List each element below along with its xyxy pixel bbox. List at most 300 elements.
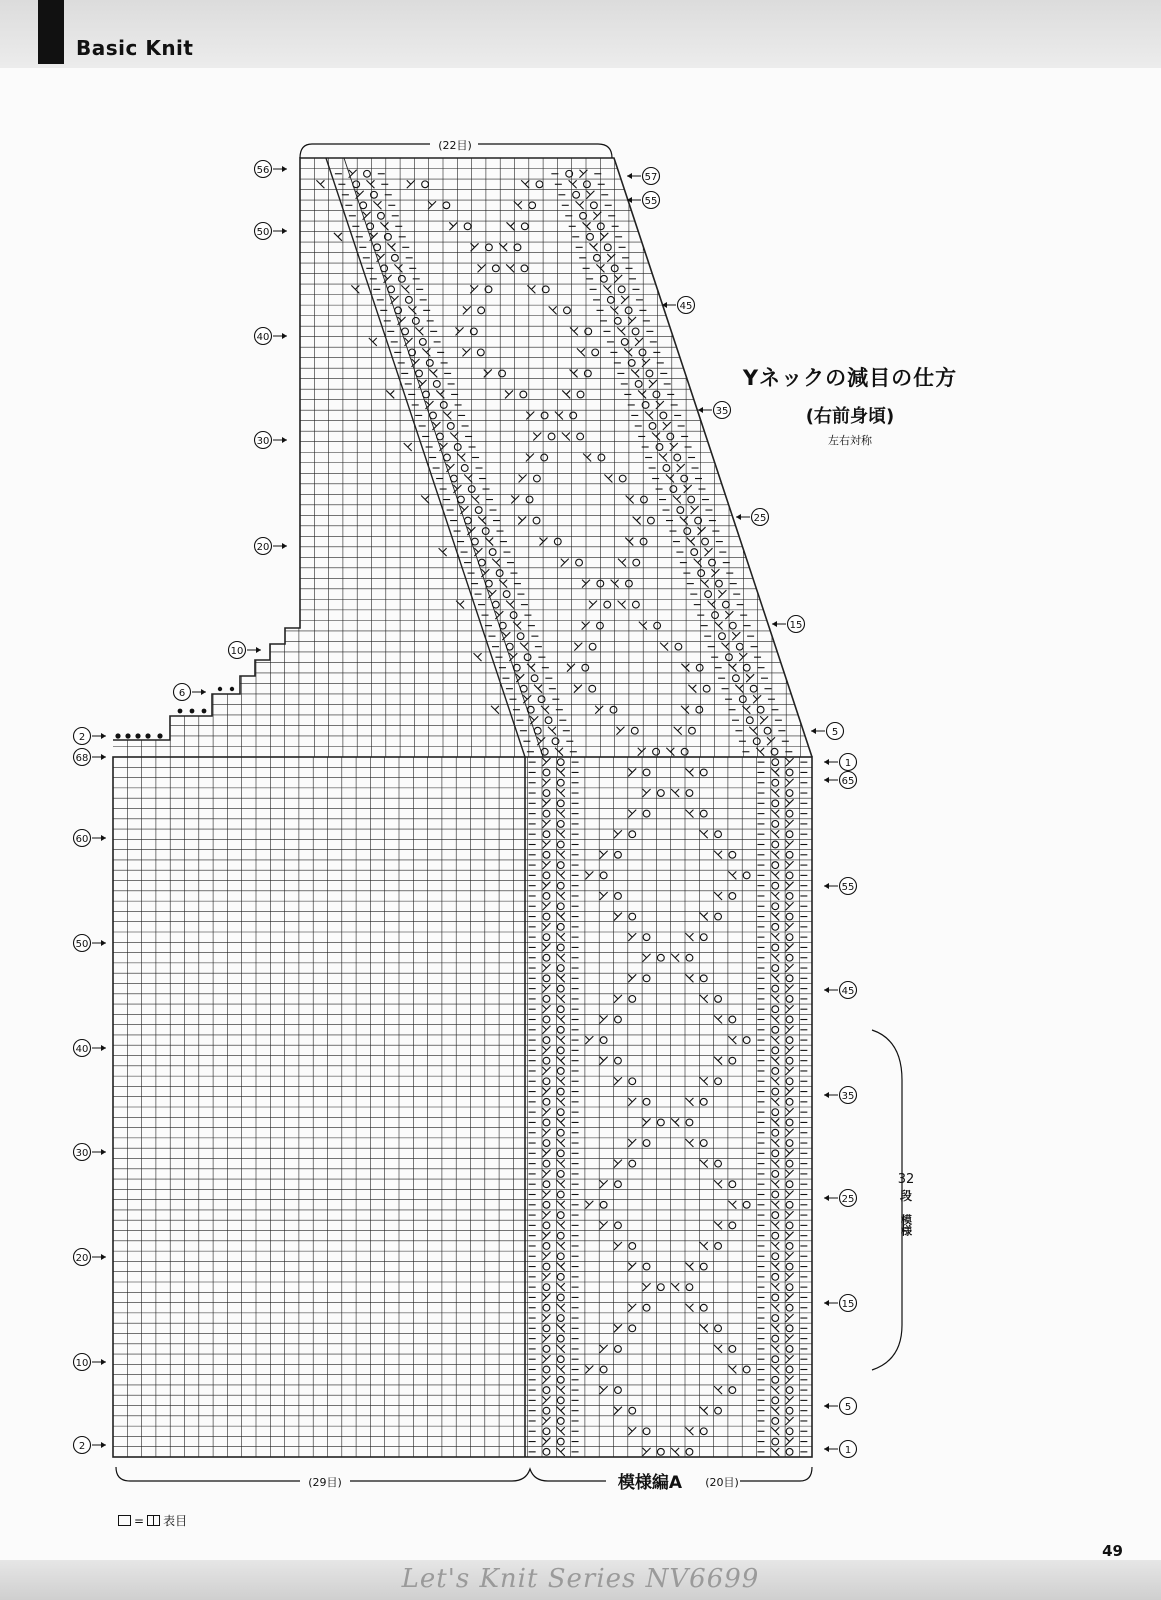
yarn-over-symbol [772, 882, 779, 889]
yarn-over-symbol [700, 1140, 707, 1147]
decrease-symbol [533, 432, 541, 440]
decrease-symbol [569, 180, 577, 188]
decrease-symbol [456, 327, 464, 335]
decrease-symbol [589, 243, 597, 251]
decrease-symbol [363, 212, 371, 220]
decrease-symbol [786, 1211, 794, 1219]
knit-symbol-icon [147, 1515, 160, 1526]
yarn-over-symbol [477, 349, 484, 356]
yarn-over-symbol [772, 862, 779, 869]
decrease-symbol [628, 1304, 636, 1312]
decrease-symbol [439, 443, 447, 451]
decrease-symbol [771, 1139, 779, 1147]
yarn-over-symbol [557, 1006, 564, 1013]
decrease-symbol [557, 892, 565, 900]
decrease-symbol [786, 1108, 794, 1116]
yarn-over-symbol [729, 1057, 736, 1064]
decrease-symbol [439, 548, 447, 556]
row-number-label: 5 [844, 1401, 852, 1413]
decrease-symbol [542, 1293, 550, 1301]
arrow-head [824, 1300, 829, 1306]
yarn-over-symbol [643, 1140, 650, 1147]
decrease-symbol [542, 964, 550, 972]
decrease-symbol [685, 1139, 693, 1147]
yarn-over-symbol [478, 307, 485, 314]
decrease-symbol [786, 1335, 794, 1343]
decrease-symbol [488, 590, 496, 598]
yarn-over-symbol [772, 1294, 779, 1301]
decrease-symbol [643, 954, 651, 962]
decrease-symbol [421, 496, 429, 504]
decrease-symbol [600, 892, 608, 900]
decrease-symbol [607, 254, 615, 262]
row-number-label: 1 [844, 757, 852, 769]
decrease-symbol [589, 601, 597, 609]
decrease-symbol [721, 643, 729, 651]
decrease-symbol [786, 1129, 794, 1137]
yarn-over-symbol [772, 1129, 779, 1136]
decrease-symbol [700, 830, 708, 838]
decrease-symbol [649, 380, 657, 388]
decrease-symbol [643, 789, 651, 797]
decrease-symbol [432, 422, 440, 430]
decrease-symbol [380, 222, 388, 230]
yarn-over-symbol [786, 893, 793, 900]
row-number-label: 45 [841, 985, 855, 997]
yarn-over-symbol [743, 1037, 750, 1044]
row-number-label: 5 [831, 726, 839, 738]
yarn-over-symbol [702, 538, 709, 545]
yarn-over-symbol [653, 391, 660, 398]
decrease-symbol [585, 1201, 593, 1209]
yarn-over-symbol [543, 1016, 550, 1023]
yarn-over-symbol [729, 893, 736, 900]
decrease-symbol [786, 923, 794, 931]
decrease-symbol [786, 882, 794, 890]
decrease-symbol [509, 653, 517, 661]
yarn-over-symbol [543, 934, 550, 941]
decrease-symbol [771, 851, 779, 859]
yarn-over-symbol [564, 307, 571, 314]
decrease-symbol [412, 359, 420, 367]
decrease-symbol [771, 1304, 779, 1312]
body-row-label-left [74, 749, 107, 766]
yarn-over-symbol [557, 1294, 564, 1301]
decrease-symbol [673, 496, 681, 504]
row-number-label: 65 [841, 775, 855, 787]
arrow-head [282, 437, 287, 443]
decrease-symbol [714, 1057, 722, 1065]
decrease-symbol [614, 995, 622, 1003]
decrease-symbol [708, 601, 716, 609]
body-row-label-right [824, 982, 857, 999]
body-row-label-right [824, 1295, 857, 1312]
decrease-symbol [557, 789, 565, 797]
decrease-symbol [700, 913, 708, 921]
yarn-over-symbol [557, 903, 564, 910]
decrease-symbol [422, 348, 430, 356]
yarn-over-symbol [786, 1387, 793, 1394]
yoke-row-label-right [772, 616, 805, 633]
row-number-label: 45 [679, 300, 693, 312]
yarn-over-symbol [514, 244, 521, 251]
yarn-over-symbol [786, 1098, 793, 1105]
decrease-symbol [638, 748, 646, 756]
yarn-over-symbol [615, 1387, 622, 1394]
arrow-head [201, 689, 206, 695]
yarn-over-symbol [709, 559, 716, 566]
arrow-head [256, 647, 261, 653]
decrease-symbol [557, 1077, 565, 1085]
yarn-over-symbol [649, 423, 656, 430]
yarn-over-symbol [529, 202, 536, 209]
decrease-symbol [700, 1242, 708, 1250]
decrease-symbol [557, 954, 565, 962]
yarn-over-symbol [557, 841, 564, 848]
yarn-over-symbol [772, 1315, 779, 1322]
decrease-symbol [718, 590, 726, 598]
decrease-symbol [603, 285, 611, 293]
yarn-over-symbol [631, 727, 638, 734]
decrease-symbol [671, 1118, 679, 1126]
yarn-over-symbol [395, 307, 402, 314]
decrease-symbol [404, 443, 412, 451]
yarn-over-symbol [657, 1448, 664, 1455]
yarn-over-symbol [587, 233, 594, 240]
yarn-over-symbol [643, 1428, 650, 1435]
decrease-symbol [542, 779, 550, 787]
arrow-head [736, 514, 741, 520]
yarn-over-symbol [643, 810, 650, 817]
arrow-head [101, 940, 106, 946]
decrease-symbol [600, 1345, 608, 1353]
yarn-over-symbol [772, 1109, 779, 1116]
yoke-row-label-left [229, 642, 262, 659]
decrease-symbol [478, 264, 486, 272]
decrease-symbol [786, 841, 794, 849]
yarn-over-symbol [786, 1346, 793, 1353]
decrease-symbol [557, 1448, 565, 1456]
decrease-symbol [771, 974, 779, 982]
yarn-over-symbol [594, 254, 601, 261]
repeat-unit: 段 [899, 1189, 913, 1203]
yarn-over-symbol [548, 433, 555, 440]
yoke-outline [113, 158, 812, 757]
yarn-over-symbol [543, 1346, 550, 1353]
decrease-symbol [753, 695, 761, 703]
decrease-symbol [542, 1046, 550, 1054]
decrease-symbol [771, 954, 779, 962]
arrow-head [282, 166, 287, 172]
yarn-over-symbol [607, 296, 614, 303]
yarn-over-symbol [743, 1201, 750, 1208]
decrease-symbol [700, 1077, 708, 1085]
decrease-symbol [786, 758, 794, 766]
decrease-symbol [786, 1005, 794, 1013]
yarn-over-symbol [600, 872, 607, 879]
yarn-over-symbol [557, 1253, 564, 1260]
yarn-over-symbol [772, 1376, 779, 1383]
yarn-over-symbol [520, 391, 527, 398]
yarn-over-symbol [657, 1284, 664, 1291]
yarn-over-symbol [729, 1222, 736, 1229]
yarn-over-symbol [454, 444, 461, 451]
yarn-over-symbol [557, 882, 564, 889]
yarn-over-symbol [772, 1273, 779, 1280]
yarn-over-symbol [716, 580, 723, 587]
yarn-over-symbol [489, 549, 496, 556]
diagram-title-block [700, 362, 1000, 448]
yarn-over-symbol [492, 265, 499, 272]
decrease-symbol [577, 348, 585, 356]
yarn-over-symbol [600, 275, 607, 282]
yarn-over-symbol [398, 275, 405, 282]
repeat-bracket [872, 1030, 902, 1370]
decrease-symbol [542, 1191, 550, 1199]
yarn-over-symbol [543, 1222, 550, 1229]
yarn-over-symbol [615, 851, 622, 858]
yarn-over-symbol [464, 223, 471, 230]
yarn-over-symbol [570, 412, 577, 419]
yarn-over-symbol [557, 1438, 564, 1445]
decrease-symbol [786, 1252, 794, 1260]
row-number-label: 40 [256, 331, 270, 343]
yarn-over-symbol [557, 1273, 564, 1280]
decrease-symbol [520, 643, 528, 651]
arrow-head [101, 733, 106, 739]
body-row-label-right [824, 1398, 857, 1415]
yarn-over-symbol [582, 664, 589, 671]
decrease-symbol [786, 820, 794, 828]
decrease-symbol [334, 233, 342, 241]
yarn-over-symbol [557, 1376, 564, 1383]
decrease-symbol [542, 1438, 550, 1446]
decrease-symbol [586, 191, 594, 199]
bind-off-dot [135, 733, 140, 738]
row-number-label: 15 [789, 619, 803, 631]
yarn-over-symbol [543, 1201, 550, 1208]
yarn-over-symbol [416, 370, 423, 377]
decrease-symbol [631, 369, 639, 377]
repeat-count: 32 [897, 1172, 915, 1187]
yarn-over-symbol [543, 1407, 550, 1414]
yarn-over-symbol [772, 1232, 779, 1239]
decrease-symbol [370, 233, 378, 241]
arrow-head [824, 777, 829, 783]
yarn-over-symbol [543, 810, 550, 817]
yarn-over-symbol [364, 170, 371, 177]
yarn-over-symbol [660, 412, 667, 419]
decrease-symbol [507, 222, 515, 230]
yarn-over-symbol [654, 622, 661, 629]
arrow-head [824, 1092, 829, 1098]
decrease-symbol [570, 369, 578, 377]
decrease-symbol [771, 1448, 779, 1456]
yarn-over-symbol [786, 1407, 793, 1414]
decrease-symbol [685, 1263, 693, 1271]
decrease-symbol [506, 264, 514, 272]
body-row-label-right [824, 1190, 857, 1207]
decrease-symbol [542, 1314, 550, 1322]
decrease-symbol [561, 559, 569, 567]
yarn-over-symbol [786, 831, 793, 838]
decrease-symbol [460, 506, 468, 514]
decrease-symbol [786, 964, 794, 972]
yarn-over-symbol [419, 339, 426, 346]
decrease-symbol [526, 411, 534, 419]
decrease-symbol [714, 1180, 722, 1188]
yarn-over-symbol [543, 1366, 550, 1373]
yarn-over-symbol [786, 790, 793, 797]
decrease-symbol [771, 768, 779, 776]
decrease-symbol [771, 892, 779, 900]
decrease-symbol [771, 913, 779, 921]
yarn-over-symbol [600, 1037, 607, 1044]
decrease-symbol [530, 716, 538, 724]
yarn-over-symbol [543, 1119, 550, 1126]
decrease-symbol [542, 1026, 550, 1034]
body-row-label-left [74, 935, 107, 952]
yoke-row-label-left [255, 223, 288, 240]
yoke-row-label-left [255, 432, 288, 449]
arrow-head [101, 1442, 106, 1448]
yarn-over-symbol [786, 975, 793, 982]
bind-off-dot [202, 709, 207, 714]
yarn-over-symbol [786, 996, 793, 1003]
decrease-symbol [786, 1067, 794, 1075]
yarn-over-symbol [590, 202, 597, 209]
yarn-over-symbol [648, 517, 655, 524]
yarn-over-symbol [786, 1428, 793, 1435]
decrease-symbol [600, 1180, 608, 1188]
decrease-symbol [714, 1016, 722, 1024]
decrease-symbol [457, 454, 465, 462]
yarn-over-symbol [360, 202, 367, 209]
yarn-over-symbol [584, 370, 591, 377]
yarn-over-symbol [543, 831, 550, 838]
decrease-symbol [771, 1180, 779, 1188]
page-header-title: Basic Knit [76, 36, 194, 60]
yarn-over-symbol [657, 790, 664, 797]
decrease-symbol [583, 454, 591, 462]
yoke-row-label-right [627, 168, 660, 185]
decrease-symbol [415, 327, 423, 335]
decrease-symbol [542, 1232, 550, 1240]
yarn-over-symbol [786, 1243, 793, 1250]
yarn-over-symbol [461, 465, 468, 472]
decrease-symbol [760, 716, 768, 724]
row-number-label: 30 [256, 435, 270, 447]
bind-off-dot [115, 733, 120, 738]
yarn-over-symbol [786, 1448, 793, 1455]
bind-off-dot [157, 733, 162, 738]
arrow-head [811, 728, 816, 734]
yarn-over-symbol [786, 1222, 793, 1229]
body-row-label-left [74, 1040, 107, 1057]
decrease-symbol [614, 275, 622, 283]
decrease-symbol [786, 1149, 794, 1157]
arrow-head [101, 1359, 106, 1365]
yarn-over-symbol [543, 1263, 550, 1270]
decrease-symbol [728, 1036, 736, 1044]
row-number-label: 25 [753, 512, 767, 524]
bind-off-dot [145, 733, 150, 738]
yarn-over-symbol [705, 591, 712, 598]
yarn-over-symbol [496, 570, 503, 577]
diagram-subtitle: (右前身頃) [805, 406, 895, 427]
yarn-over-symbol [715, 1078, 722, 1085]
decrease-symbol [771, 1201, 779, 1209]
decrease-symbol [700, 995, 708, 1003]
decrease-symbol [614, 1324, 622, 1332]
yarn-over-symbol [786, 1078, 793, 1085]
yarn-over-symbol [543, 1160, 550, 1167]
decrease-symbol [478, 517, 486, 525]
decrease-symbol [557, 1263, 565, 1271]
decrease-symbol [542, 1211, 550, 1219]
decrease-symbol [685, 1098, 693, 1106]
yarn-over-symbol [464, 517, 471, 524]
yarn-over-symbol [772, 1253, 779, 1260]
yarn-over-symbol [786, 1325, 793, 1332]
yarn-over-symbol [524, 654, 531, 661]
diagram-title: Yネックの減目の仕方 [742, 366, 958, 390]
yoke-row-label-left [255, 328, 288, 345]
yarn-over-symbol [503, 591, 510, 598]
yarn-over-symbol [367, 223, 374, 230]
yarn-over-symbol [629, 1160, 636, 1167]
decrease-symbol [617, 327, 625, 335]
row-number-label: 60 [75, 833, 89, 845]
yarn-over-symbol [639, 349, 646, 356]
yarn-over-symbol [736, 643, 743, 650]
body-row-label-left [74, 1354, 107, 1371]
yarn-over-symbol [772, 1191, 779, 1198]
decrease-symbol [386, 390, 394, 398]
decrease-symbol [557, 1036, 565, 1044]
decrease-symbol [705, 548, 713, 556]
yarn-over-symbol [521, 265, 528, 272]
yarn-over-symbol [772, 1418, 779, 1425]
arrow-head [282, 228, 287, 234]
yarn-over-symbol [772, 821, 779, 828]
yarn-over-symbol [696, 664, 703, 671]
yarn-over-symbol [388, 286, 395, 293]
yarn-over-symbol [743, 1366, 750, 1373]
yarn-over-symbol [615, 1346, 622, 1353]
decrease-symbol [574, 685, 582, 693]
decrease-symbol [626, 496, 634, 504]
decrease-symbol [502, 632, 510, 640]
yarn-over-symbol [543, 1037, 550, 1044]
decrease-symbol [557, 768, 565, 776]
yarn-over-symbol [670, 486, 677, 493]
row-number-label: 50 [75, 938, 89, 950]
yarn-over-symbol [557, 1109, 564, 1116]
yarn-over-symbol [557, 1397, 564, 1404]
yarn-over-symbol [557, 1315, 564, 1322]
yarn-over-symbol [629, 1078, 636, 1085]
yoke-row-label-left [255, 161, 288, 178]
decrease-symbol [557, 1057, 565, 1065]
yarn-over-symbol [698, 570, 705, 577]
row-number-label: 40 [75, 1043, 89, 1055]
yarn-over-symbol [629, 831, 636, 838]
yarn-over-symbol [786, 1263, 793, 1270]
yoke-grid [113, 158, 812, 757]
decrease-symbol [481, 569, 489, 577]
pattern-label: 模様編A [617, 1473, 683, 1493]
